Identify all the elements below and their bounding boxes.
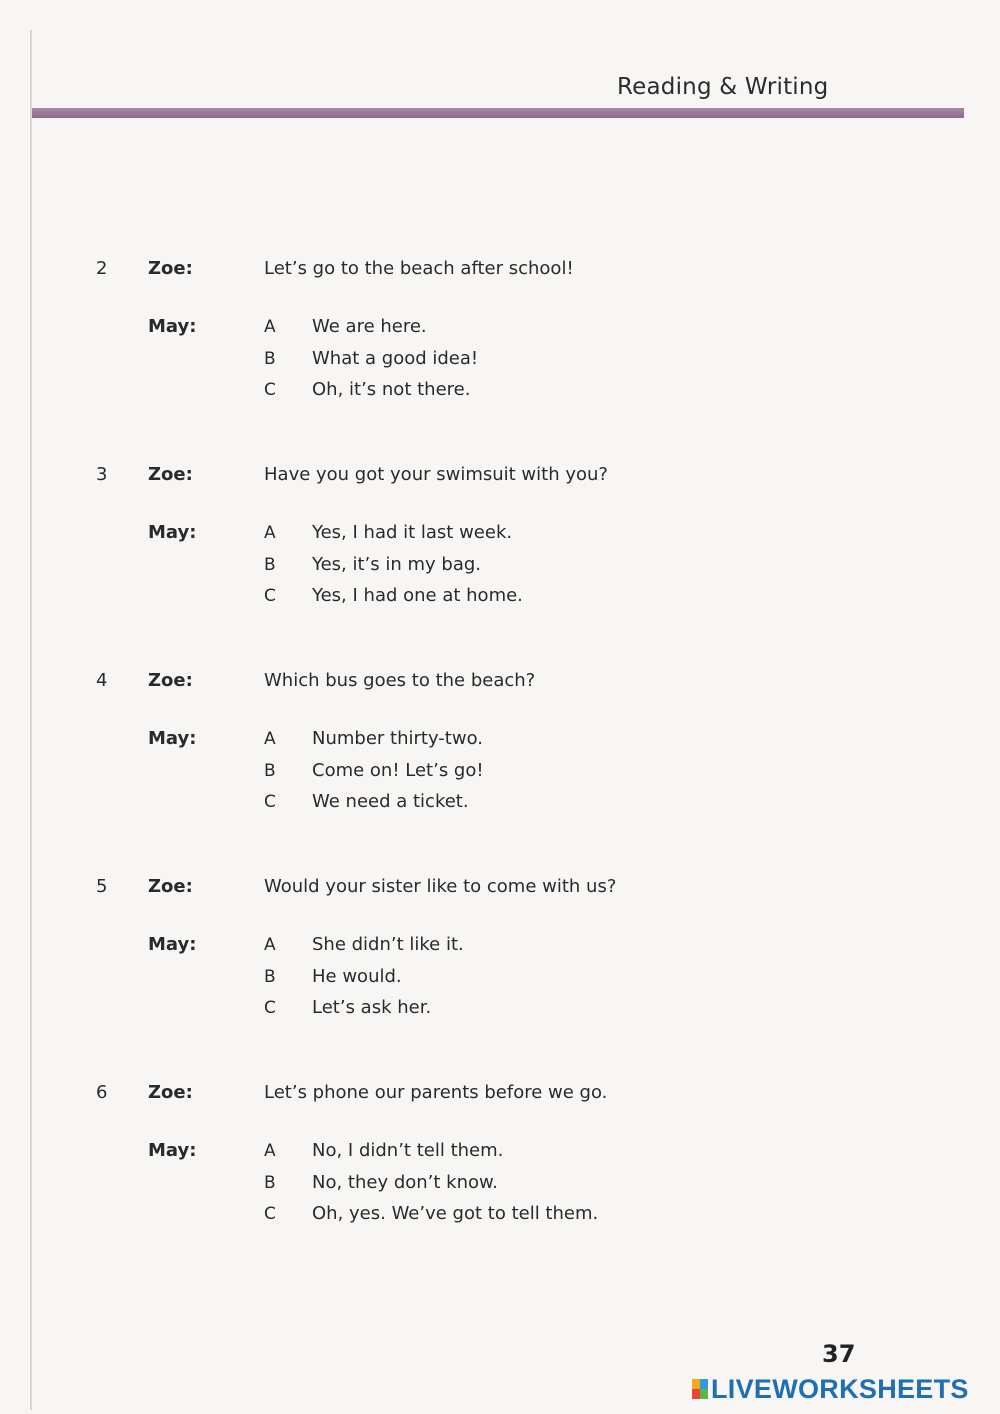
question-prompt: Let’s go to the beach after school! xyxy=(264,258,574,279)
option-letter: C xyxy=(264,586,276,606)
option-letter: A xyxy=(264,523,276,543)
option-text: Let’s ask her. xyxy=(312,997,432,1018)
speaker-zoe: Zoe: xyxy=(148,1082,193,1103)
option-letter: C xyxy=(264,1204,276,1224)
option-letter: C xyxy=(264,380,276,400)
liveworksheets-watermark[interactable] xyxy=(692,1373,969,1404)
option-letter: B xyxy=(264,761,276,781)
option-letter: A xyxy=(264,935,276,955)
liveworksheets-logo-icon xyxy=(692,1379,708,1399)
question-number: 4 xyxy=(96,670,108,691)
speaker-may: May: xyxy=(148,1140,197,1161)
speaker-may: May: xyxy=(148,316,197,337)
option-letter: A xyxy=(264,729,276,749)
page-number: 37 xyxy=(822,1340,856,1368)
section-title: Reading & Writing xyxy=(617,74,829,100)
header-divider-bar xyxy=(32,108,964,118)
question-prompt: Have you got your swimsuit with you? xyxy=(264,464,608,485)
page-edge xyxy=(30,30,32,1410)
option-text: No, I didn’t tell them. xyxy=(312,1140,504,1161)
option-text: Yes, it’s in my bag. xyxy=(312,554,482,575)
question-number: 2 xyxy=(96,258,108,279)
question-number: 5 xyxy=(96,876,108,897)
speaker-zoe: Zoe: xyxy=(148,464,193,485)
speaker-may: May: xyxy=(148,934,197,955)
question-prompt: Would your sister like to come with us? xyxy=(264,876,617,897)
speaker-zoe: Zoe: xyxy=(148,876,193,897)
speaker-may: May: xyxy=(148,728,197,749)
option-letter: B xyxy=(264,555,276,575)
option-text: Yes, I had it last week. xyxy=(312,522,513,543)
option-letter: A xyxy=(264,317,276,337)
option-text: We need a ticket. xyxy=(312,791,469,812)
option-text: She didn’t like it. xyxy=(312,934,464,955)
question-prompt: Which bus goes to the beach? xyxy=(264,670,536,691)
option-letter: B xyxy=(264,349,276,369)
option-letter: A xyxy=(264,1141,276,1161)
option-letter: C xyxy=(264,998,276,1018)
question-prompt: Let’s phone our parents before we go. xyxy=(264,1082,608,1103)
option-text: He would. xyxy=(312,966,402,987)
option-text: Oh, yes. We’ve got to tell them. xyxy=(312,1203,599,1224)
option-text: Yes, I had one at home. xyxy=(312,585,523,606)
option-text: We are here. xyxy=(312,316,427,337)
option-text: No, they don’t know. xyxy=(312,1172,498,1193)
speaker-zoe: Zoe: xyxy=(148,670,193,691)
speaker-zoe: Zoe: xyxy=(148,258,193,279)
option-text: Number thirty-two. xyxy=(312,728,483,749)
speaker-may: May: xyxy=(148,522,197,543)
option-letter: C xyxy=(264,792,276,812)
option-text: What a good idea! xyxy=(312,348,479,369)
question-number: 6 xyxy=(96,1082,108,1103)
option-letter: B xyxy=(264,967,276,987)
watermark-text: LIVEWORKSHEETS xyxy=(711,1373,969,1404)
option-text: Come on! Let’s go! xyxy=(312,760,484,781)
question-number: 3 xyxy=(96,464,108,485)
option-letter: B xyxy=(264,1173,276,1193)
option-text: Oh, it’s not there. xyxy=(312,379,471,400)
